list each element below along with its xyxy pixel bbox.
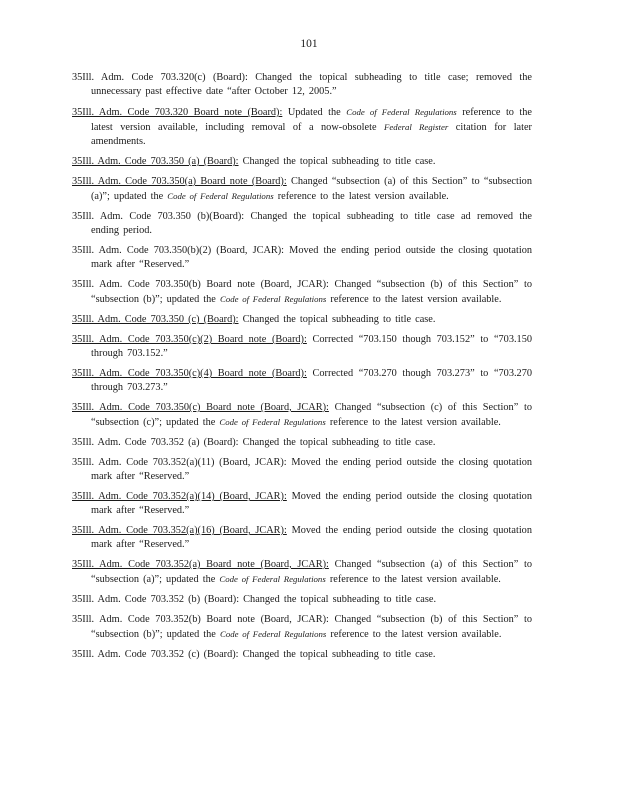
entry-citation: 35Ill. Adm. Code 703.350 (a) (Board): [72,156,239,167]
entry-description: reference to the latest version available. [325,417,501,428]
entry-citation: 35Ill. Adm. Code 703.352(b) Board note (Board, JCAR): [72,614,329,625]
italic-citation-title: Federal Register [384,122,449,132]
page-number: 101 [300,38,318,50]
change-entry [72,175,532,204]
entry-citation: 35Ill. Adm. Code 703.350(c)(2) Board note (Board): [72,334,307,345]
entry-description: Corrected “703.270 though 703.273” to “703.270 through 703.273.” [91,368,532,393]
entry-description: Corrected “703.150 though 703.152” to “703.150 through 703.152.” [91,334,532,359]
change-entry [72,524,532,552]
entry-description: Moved the ending period outside the closing quotation mark after “Reserved.” [91,491,532,516]
change-entry [72,648,532,662]
change-entry [72,367,532,395]
change-entry [72,155,532,169]
entry-citation: 35Ill. Adm. Code 703.352 (a) (Board): [72,437,239,448]
entry-citation: 35Ill. Adm. Code 703.352(a) Board note (Board, JCAR): [72,559,329,570]
entry-description: reference to the latest version available. [326,294,502,305]
italic-citation-title: Code of Federal Regulations [167,191,274,201]
change-entry [72,71,532,99]
change-entry [72,105,532,149]
entry-description: Changed the topical subheading to title case. [242,156,436,167]
entry-citation: 35Ill. Adm. Code 703.350 (c) (Board): [72,314,239,325]
entry-description: Moved the ending period outside the closing quotation mark after “Reserved.” [91,525,532,550]
entry-citation: 35Ill. Adm. Code 703.350(b) Board note (Board, JCAR): [72,279,329,290]
entry-citation: 35Ill. Adm. Code 703.350 (b)(Board): [72,211,245,222]
entry-description: Changed “subsection (c) of this Section” to “subsection (c)”; updated the [91,402,532,428]
entry-description: Moved the ending period outside the closing quotation mark after “Reserved.” [91,245,533,270]
change-entry [72,436,532,450]
entry-citation: 35Ill. Adm. Code 703.350(b)(2) (Board, JCAR): [72,245,285,256]
change-entry [72,613,532,642]
entry-description: Changed the topical subheading to title case. [242,437,436,448]
entry-description: Changed the topical subheading to title case. [242,314,436,325]
entry-citation: 35Ill. Adm. Code 703.350(a) Board note (Board): [72,176,287,187]
entry-description: citation for later amendments. [91,122,532,147]
entry-citation: 35Ill. Adm. Code 703.352 (c) (Board): [72,649,239,660]
change-entry [72,401,532,430]
entry-citation: 35Ill. Adm. Code 703.352(a)(14) (Board, JCAR): [72,491,287,502]
entry-description: Changed the topical subheading to title case. [242,649,436,660]
entry-description: Changed the topical subheading to title case; removed the unnecessary past effective date “after October 12, 2005.” [91,72,532,97]
entry-description: reference to the latest version available. [326,629,502,640]
entry-description: Changed “subsection (b) of this Section” to “subsection (b)”; updated the [91,614,532,640]
entry-description: Changed the topical subheading to title case ad removed the ending period. [91,211,532,236]
change-entry [72,456,532,484]
italic-citation-title: Code of Federal Regulations [219,417,326,427]
change-entry [72,490,532,518]
entry-description: Changed “subsection (a) of this Section” to “subsection (a)”; updated the [91,559,532,585]
entry-description: Updated the [287,107,347,118]
entry-description: reference to the latest version available, including removal of a now-obsolete [91,107,532,133]
italic-citation-title: Code of Federal Regulations [219,574,326,584]
entry-description: reference to the latest version available. [273,191,449,202]
entry-description: Changed “subsection (b) of this Section” to “subsection (b)”; updated the [91,279,532,305]
entry-citation: 35Ill. Adm. Code 703.350(c) Board note (Board, JCAR): [72,402,329,413]
italic-citation-title: Code of Federal Regulations [219,294,327,304]
entry-description: Moved the ending period outside the closing quotation mark after “Reserved.” [91,457,532,482]
change-list [72,71,532,668]
entry-citation: 35Ill. Adm. Code 703.320 Board note (Board): [72,107,283,118]
entry-description: Changed “subsection (a) of this Section” to “subsection (a)”; updated the [91,176,532,202]
change-entry [72,593,532,607]
entry-citation: 35Ill. Adm. Code 703.352(a)(11) (Board, JCAR): [72,457,287,468]
entry-description: Changed the topical subheading to title case. [243,594,437,605]
change-entry [72,244,532,272]
italic-citation-title: Code of Federal Regulations [346,107,457,117]
change-entry [72,558,532,587]
italic-citation-title: Code of Federal Regulations [219,629,327,639]
change-entry [72,333,532,361]
entry-description: reference to the latest version available. [325,574,501,585]
change-entry [72,278,532,307]
change-entry [72,313,532,327]
entry-citation: 35Ill. Adm. Code 703.352 (b) (Board): [72,594,240,605]
change-entry [72,210,532,238]
entry-citation: 35Ill. Adm. Code 703.350(c)(4) Board note (Board): [72,368,307,379]
entry-citation: 35Ill. Adm. Code 703.320(c) (Board): [72,72,248,83]
entry-citation: 35Ill. Adm. Code 703.352(a)(16) (Board, JCAR): [72,525,287,536]
